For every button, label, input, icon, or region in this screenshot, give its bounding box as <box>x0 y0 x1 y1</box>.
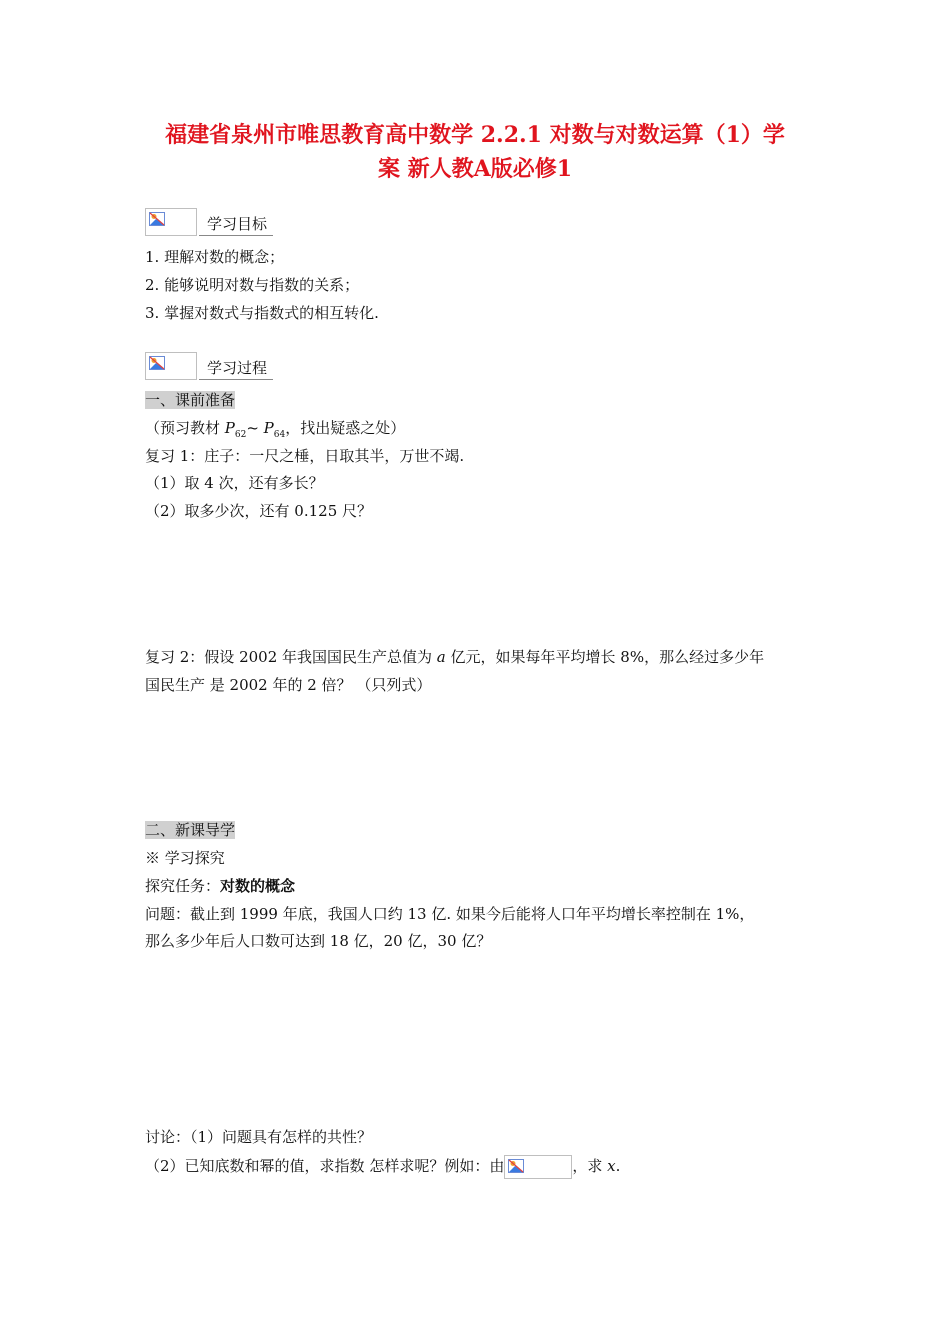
task-title: 对数的概念 <box>220 877 296 895</box>
goal-item-3: 3. 掌握对数式与指数式的相互转化. <box>145 304 379 322</box>
broken-image-icon <box>149 356 165 370</box>
page-ref-p: P <box>224 419 235 437</box>
goals-heading <box>145 208 273 236</box>
process-label: 学习过程 <box>199 357 273 380</box>
review2-text-a: 复习 2：假设 2002 年我国国民生产总值为 <box>145 648 437 666</box>
discuss-text-a: （2）已知底数和幂的值，求指数 怎样求呢？例如：由 <box>145 1157 505 1175</box>
document-title-line1: 福建省泉州市唯思教育高中数学 2.2.1 对数与对数运算（1）学 <box>165 122 785 148</box>
discuss-line2 <box>145 1155 620 1179</box>
image-placeholder <box>145 208 197 236</box>
page-ref-sub: 64 <box>273 430 286 440</box>
equation-image-placeholder <box>504 1155 572 1179</box>
preview-line <box>145 417 405 446</box>
page-ref-sub: 62 <box>234 430 247 440</box>
discuss-end: . <box>615 1157 621 1175</box>
goal-item-2: 2. 能够说明对数与指数的关系； <box>145 276 360 294</box>
variable-x: x <box>607 1157 616 1175</box>
review1-question1: （1）取 4 次，还有多长？ <box>145 474 324 492</box>
problem-line1: 问题：截止到 1999 年底，我国人口约 13 亿. 如果今后能将人口年平均增长率控制在 1%， <box>145 905 755 923</box>
broken-image-icon <box>508 1159 524 1173</box>
part2-heading-text: 二、新课导学 <box>145 821 236 839</box>
review2-line2: 国民生产 是 2002 年的 2 倍？ （只列式） <box>145 676 432 694</box>
broken-image-icon <box>149 212 165 226</box>
preview-prefix: （预习教材 <box>145 419 225 437</box>
review2-line1 <box>145 646 764 668</box>
page-ref-p: P <box>263 419 274 437</box>
explore-heading: ※ 学习探究 <box>145 849 225 867</box>
discuss-text-b: ，求 <box>572 1157 608 1175</box>
review2-text-b: 亿元，如果每年平均增长 8%，那么经过多少年 <box>445 648 765 666</box>
review1-text: 复习 1：庄子：一尺之棰，日取其半，万世不竭. <box>145 447 465 465</box>
task-prefix: 探究任务： <box>145 877 221 895</box>
preview-suffix: ，找出疑惑之处） <box>285 419 406 437</box>
goal-item-1: 1. 理解对数的概念； <box>145 248 285 266</box>
process-heading <box>145 352 273 380</box>
goals-label: 学习目标 <box>199 213 273 236</box>
part1-heading <box>145 389 235 411</box>
problem-line2: 那么多少年后人口数可达到 18 亿，20 亿，30 亿？ <box>145 932 492 950</box>
part2-heading <box>145 819 235 841</box>
part1-heading-text: 一、课前准备 <box>145 391 236 409</box>
task-line <box>145 875 295 897</box>
preview-sep: ~ <box>246 419 264 437</box>
image-placeholder <box>145 352 197 380</box>
document-title-line2: 案 新人教A版必修1 <box>377 156 573 182</box>
review1-question2: （2）取多少次，还有 0.125 尺？ <box>145 502 373 520</box>
variable-a: a <box>436 648 446 666</box>
discuss-line1: 讨论：（1）问题具有怎样的共性？ <box>145 1128 373 1146</box>
